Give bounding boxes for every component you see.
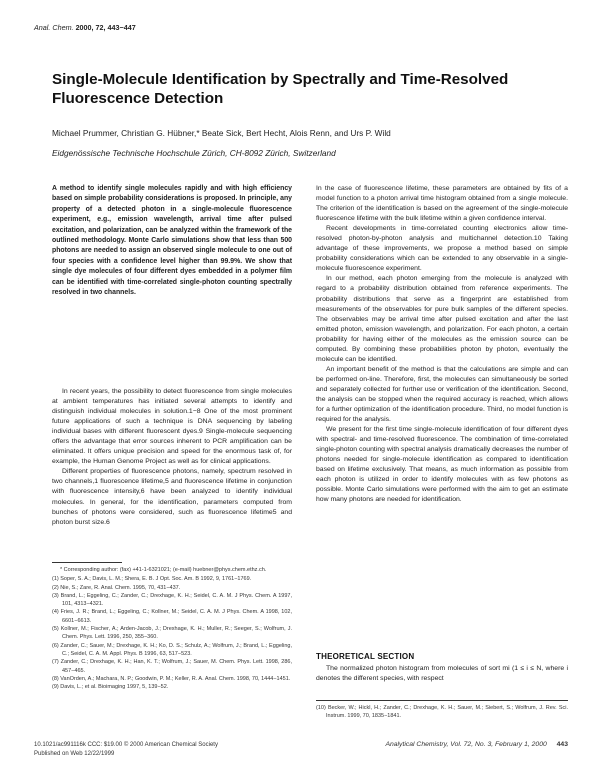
published-date: Published on Web 12/22/1999 — [34, 750, 115, 757]
reference-item: (8) VanOrden, A.; Machara, N. P.; Goodwin, P. M.; Keller, R. A. Anal. Chem. 1998, 70, 1444−1451. — [52, 675, 291, 682]
corresponding-author-footnote: * Corresponding author: (fax) +41-1-6321021; (e-mail) huebner@phys.chem.ethz.ch. — [60, 567, 267, 573]
reference-item: (2) Nie, S.; Zare, R. Anal. Chem. 1995, 70, 431−437. — [52, 584, 181, 591]
journal-name: Anal. Chem. — [34, 23, 74, 32]
reference-item: (6) Zander, C.; Sauer, M.; Drexhage, K. H.; Ko, D. S.; Schulz, A.; Wolfrum, J.; Brand, L.; Eggeling, C.; Seidel, C. A. M. Appl. Phys. B 1996, 63, 517−523. — [52, 642, 292, 657]
reference-rule — [316, 700, 568, 701]
footer-right — [316, 741, 568, 748]
section-body — [316, 664, 568, 684]
footnote-rule — [52, 562, 122, 563]
body-paragraph: In the case of fluorescence lifetime, these parameters are obtained by fits of a model function to a photon arrival time histogram obtained from a single molecule. The criterion of the identification is based on the agreement of the single-molecule fluorescence lifetime with the bulk lifetime within a given confidence interval. — [316, 185, 568, 223]
abstract: A method to identify single molecules rapidly and with high efficiency based on simple probability considerations is proposed. In principle, any property of a detected photon in a single-molecule fluorescence experiment, e.g., emission wavelength, arrival time after pulsed excitation, and polarization, can be analyzed within the framework of the outlined methodology. Monte Carlo simulations show that less than 500 photons are needed to assign an observed single molecule to one out of four species with a confidence level higher than 99.9%. We show that single dye molecules of four different dyes embedded in a polymer film can be identified with time-correlated single-photon counting spectrally resolved in two channels. — [52, 185, 292, 297]
right-column-body — [316, 184, 568, 506]
body-paragraph: Recent developments in time-correlated counting electronics allow time-resolved photon-by-photon analysis and multichannel detection.10 Taking advantage of these improvements, we propose a method based on simple probability considerations which can be extended to any observable in a single-molecule fluorescence experiment. — [316, 225, 568, 273]
reference-item: (9) Davis, L.; et al. Bioimaging 1997, 5, 139−52. — [52, 684, 169, 691]
reference-item: (1) Soper, S. A.; Davis, L. M.; Shera, E. B. J Opt. Soc. Am. B 1992, 9, 1761−1769. — [52, 576, 252, 583]
body-paragraph: The normalized photon histogram from molecules of sort mi (1 ≤ i ≤ N, where i denotes the different species, with respect — [316, 665, 568, 683]
body-paragraph: An important benefit of the method is that the calculations are simple and can be performed on-line. Therefore, first, the molecules can simultaneously be sorted and separately collected for further use or verification of the identification. Second, the analysis can be stopped when the required accuracy is reached, which allows for a further optimization of the identification procedure. Third, no model function is required for the analysis. — [316, 365, 568, 424]
doi-line: 10.1021/ac991116k CCC: $19.00 © 2000 American Chemical Society — [34, 742, 218, 748]
left-footnotes — [52, 562, 292, 691]
body-paragraph: We present for the first time single-molecule identification of four different dyes with spectral- and time-resolved fluorescence. The combination of time-correlated single-photon counting with spectral analysis dramatically decreases the number of photons needed for single-molecule identification as compared to identification based on lifetime exclusively. That means, as much information as possible from each photon is utilized in order to identify molecules with as few photons as possible. Monte Carlo simulations were performed with the aim to get an estimate how many photons are needed for identification. — [316, 426, 568, 504]
affiliation: Eidgenössische Technische Hochschule Zürich, CH-8092 Zürich, Switzerland — [52, 148, 336, 158]
journal-citation — [34, 23, 136, 32]
author-list: Michael Prummer, Christian G. Hübner,* Beate Sick, Bert Hecht, Alois Renn, and Urs P. Wild — [52, 128, 391, 138]
reference-item: (7) Zander, C.; Drexhage, K. H.; Han, K. T.; Wolfrum, J.; Sauer, M. Chem. Phys. Lett. 1998, 286, 457−465. — [52, 659, 292, 674]
reference-item: (3) Brand, L.; Eggeling, C.; Zander, C.; Drexhage, K. H.; Seidel, C. A. M. J Phys. Chem. A 1997, 101, 4313−4321. — [52, 592, 292, 608]
reference-item: (5) Kollner, M.; Fischer, A.; Arden-Jacob, J.; Drexhage, K. H.; Muller, R.; Seeger, S.; Wolfrum, J. Chem. Phys. Lett. 1996, 250, 355−360. — [52, 626, 292, 641]
article-title: Single-Molecule Identification by Spectrally and Time-Resolved Fluorescence Detection — [52, 71, 509, 107]
page-number: 443 — [556, 741, 568, 748]
journal-issue: Analytical Chemistry, Vol. 72, No. 3, February 1, 2000 — [385, 741, 547, 748]
body-paragraph: In recent years, the possibility to detect fluorescence from single molecules at ambient temperatures has initiated several attempts to identify and distinguish individual molecules in solution.1−8 One of the most prominent future applications of such a technique is DNA sequencing by labeling individual bases with different fluorescent dyes.9 Single-molecule sequencing offers the advantage that error sources inherent to PCR amplification can be eliminated. It offers unique precision and speed for the enormous task of, for example, the Human Genome Project as well as for clinical applications. — [52, 388, 292, 466]
reference-item: (4) Fries, J. R.; Brand, L.; Eggeling, C.; Kollner, M.; Seidel, C. A. M. J Phys. Chem. A 1998, 102, 6601−6613. — [52, 609, 292, 624]
left-column-body — [52, 387, 292, 528]
footer-left — [34, 741, 218, 758]
right-references — [316, 700, 568, 721]
body-paragraph: Different properties of fluorescence photons, namely, spectrum resolved in two channels,1 fluorescence lifetime,5 and fluorescence lifetime in conjunction with fluorescence intensity,6 have been analyzed to identify individual molecules. In general, for the identification, parameters computed from bunches of photons were considered, such as fluorescence lifetime5 and photon burst size.6 — [52, 468, 292, 526]
section-heading: THEORETICAL SECTION — [316, 652, 415, 661]
reference-item: (10) Becker, W.; Hickl, H.; Zander, C.; Drexhage, K. H.; Sauer, M.; Siebert, S.; Wolfrum, J. Rev. Sci. Instrum. 1999, 70, 1835−1841. — [316, 705, 568, 720]
journal-volume-pages: 2000, 72, 443−447 — [75, 23, 136, 32]
body-paragraph: In our method, each photon emerging from the molecule is analyzed with regard to a probability distribution obtained from reference experiments. The probability distributions that serve as a fingerprint are established from measurements of the observables for pure bulk samples of the different species. The observables may be arrival time after pulsed excitation and after the last emitted photon, emission wavelength, and polarization. For each photon, a certain probability for having either of the molecules as the emission source can be computed. By combining these probabilities photon by photon, eventually the molecule can be identified. — [316, 275, 568, 363]
